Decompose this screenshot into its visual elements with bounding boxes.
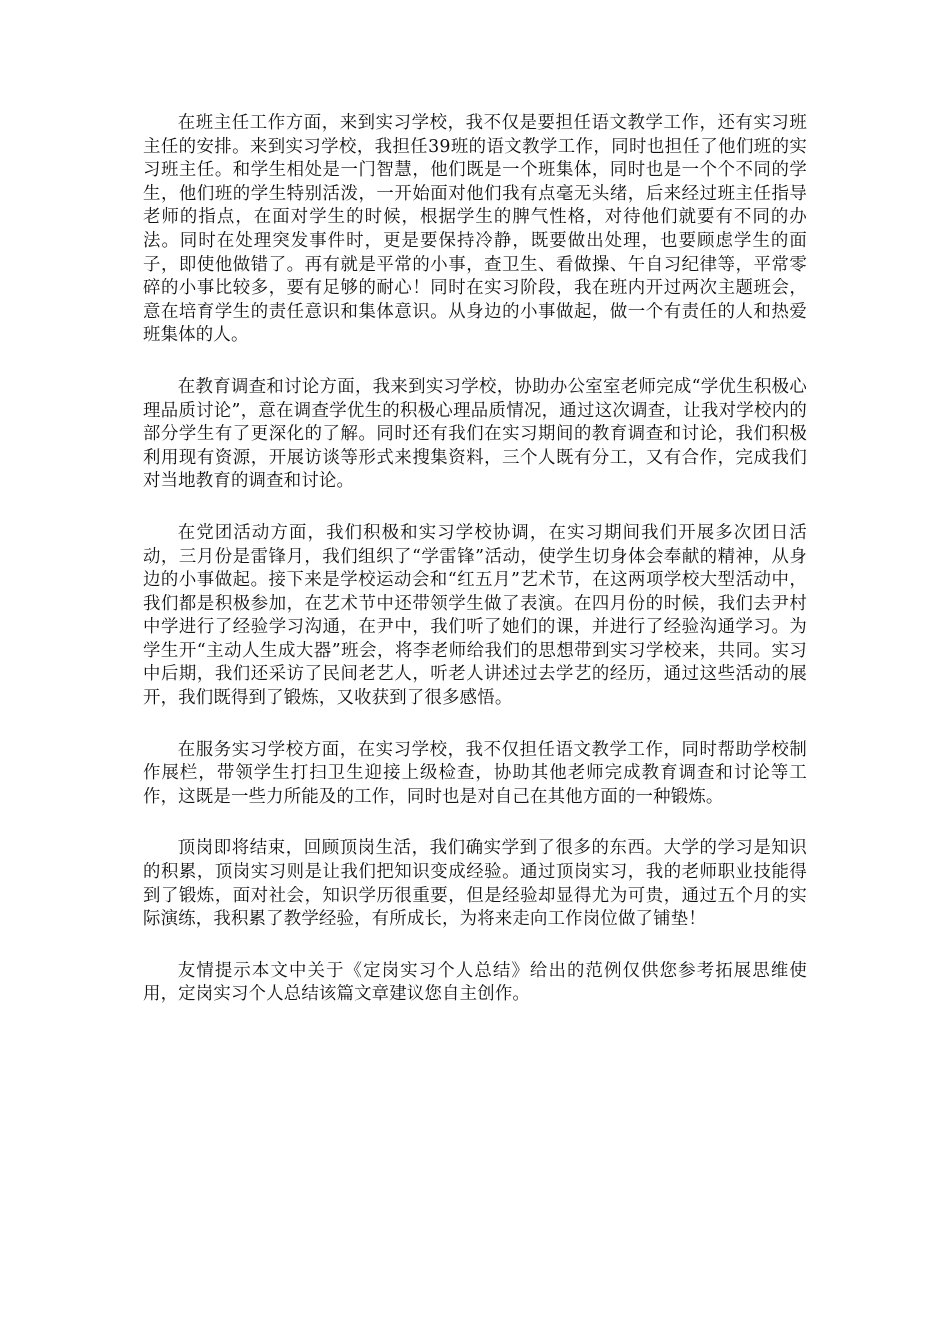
document-body — [143, 112, 807, 1035]
paragraph-education-survey: 在教育调查和讨论方面，我来到实习学校，协助办公室室老师完成“学优生积极心理品质讨论”，意在调查学优生的积极心理品质情况，通过这次调查，让我对学校内的部分学生有了更深化的了解。同时还有我们在实习期间的教育调查和讨论，我们积极利用现有资源，开展访谈等形式来搜集资料，三个人既有分工，又有合作，完成我们对当地教育的调查和讨论。 — [143, 376, 807, 492]
paragraph-school-service: 在服务实习学校方面，在实习学校，我不仅担任语文教学工作，同时帮助学校制作展栏，带领学生打扫卫生迎接上级检查，协助其他老师完成教育调查和讨论等工作，这既是一些力所能及的工作，同时也是对自己在其他方面的一种锻炼。 — [143, 739, 807, 807]
paragraph-friendly-notice: 友情提示本文中关于《定岗实习个人总结》给出的范例仅供您参考拓展思维使用，定岗实习个人总结该篇文章建议您自主创作。 — [143, 960, 807, 1005]
paragraph-class-teacher-work: 在班主任工作方面，来到实习学校，我不仅是要担任语文教学工作，还有实习班主任的安排。来到实习学校，我担任39班的语文教学工作，同时也担任了他们班的实习班主任。和学生相处是一门智慧，他们既是一个班集体，同时也是一个个不同的学生，他们班的学生特别活泼，一开始面对他们我有点毫无头绪，后来经过班主任指导老师的指点，在面对学生的时候，根据学生的脾气性格，对待他们就要有不同的办法。同时在处理突发事件时，更是要保持冷静，既要做出处理，也要顾虑学生的面子，即使他做错了。再有就是平常的小事，查卫生、看做操、午自习纪律等，平常零碎的小事比较多，要有足够的耐心！同时在实习阶段，我在班内开过两次主题班会，意在培育学生的责任意识和集体意识。从身边的小事做起，做一个有责任的人和热爱班集体的人。 — [143, 113, 807, 346]
paragraph-party-league-activities: 在党团活动方面，我们积极和实习学校协调，在实习期间我们开展多次团日活动，三月份是雷锋月，我们组织了“学雷锋”活动，使学生切身体会奉献的精神，从身边的小事做起。接下来是学校运动会和“红五月”艺术节，在这两项学校大型活动中，我们都是积极参加，在艺术节中还带领学生做了表演。在四月份的时候，我们去尹村中学进行了经验学习沟通，在尹中，我们听了她们的课，并进行了经验沟通学习。为学生开“主动人生成大器”班会，将李老师给我们的思想带到实习学校来，共同。实习中后期，我们还采访了民间老艺人，听老人讲述过去学艺的经历，通过这些活动的展开，我们既得到了锻炼，又收获到了很多感悟。 — [143, 522, 807, 709]
paragraph-conclusion: 顶岗即将结束，回顾顶岗生活，我们确实学到了很多的东西。大学的学习是知识的积累，顶岗实习则是让我们把知识变成经验。通过顶岗实习，我的老师职业技能得到了锻炼，面对社会，知识学历很重要，但是经验却显得尤为可贵，通过五个月的实际演练，我积累了教学经验，有所成长，为将来走向工作岗位做了铺垫！ — [143, 838, 807, 930]
